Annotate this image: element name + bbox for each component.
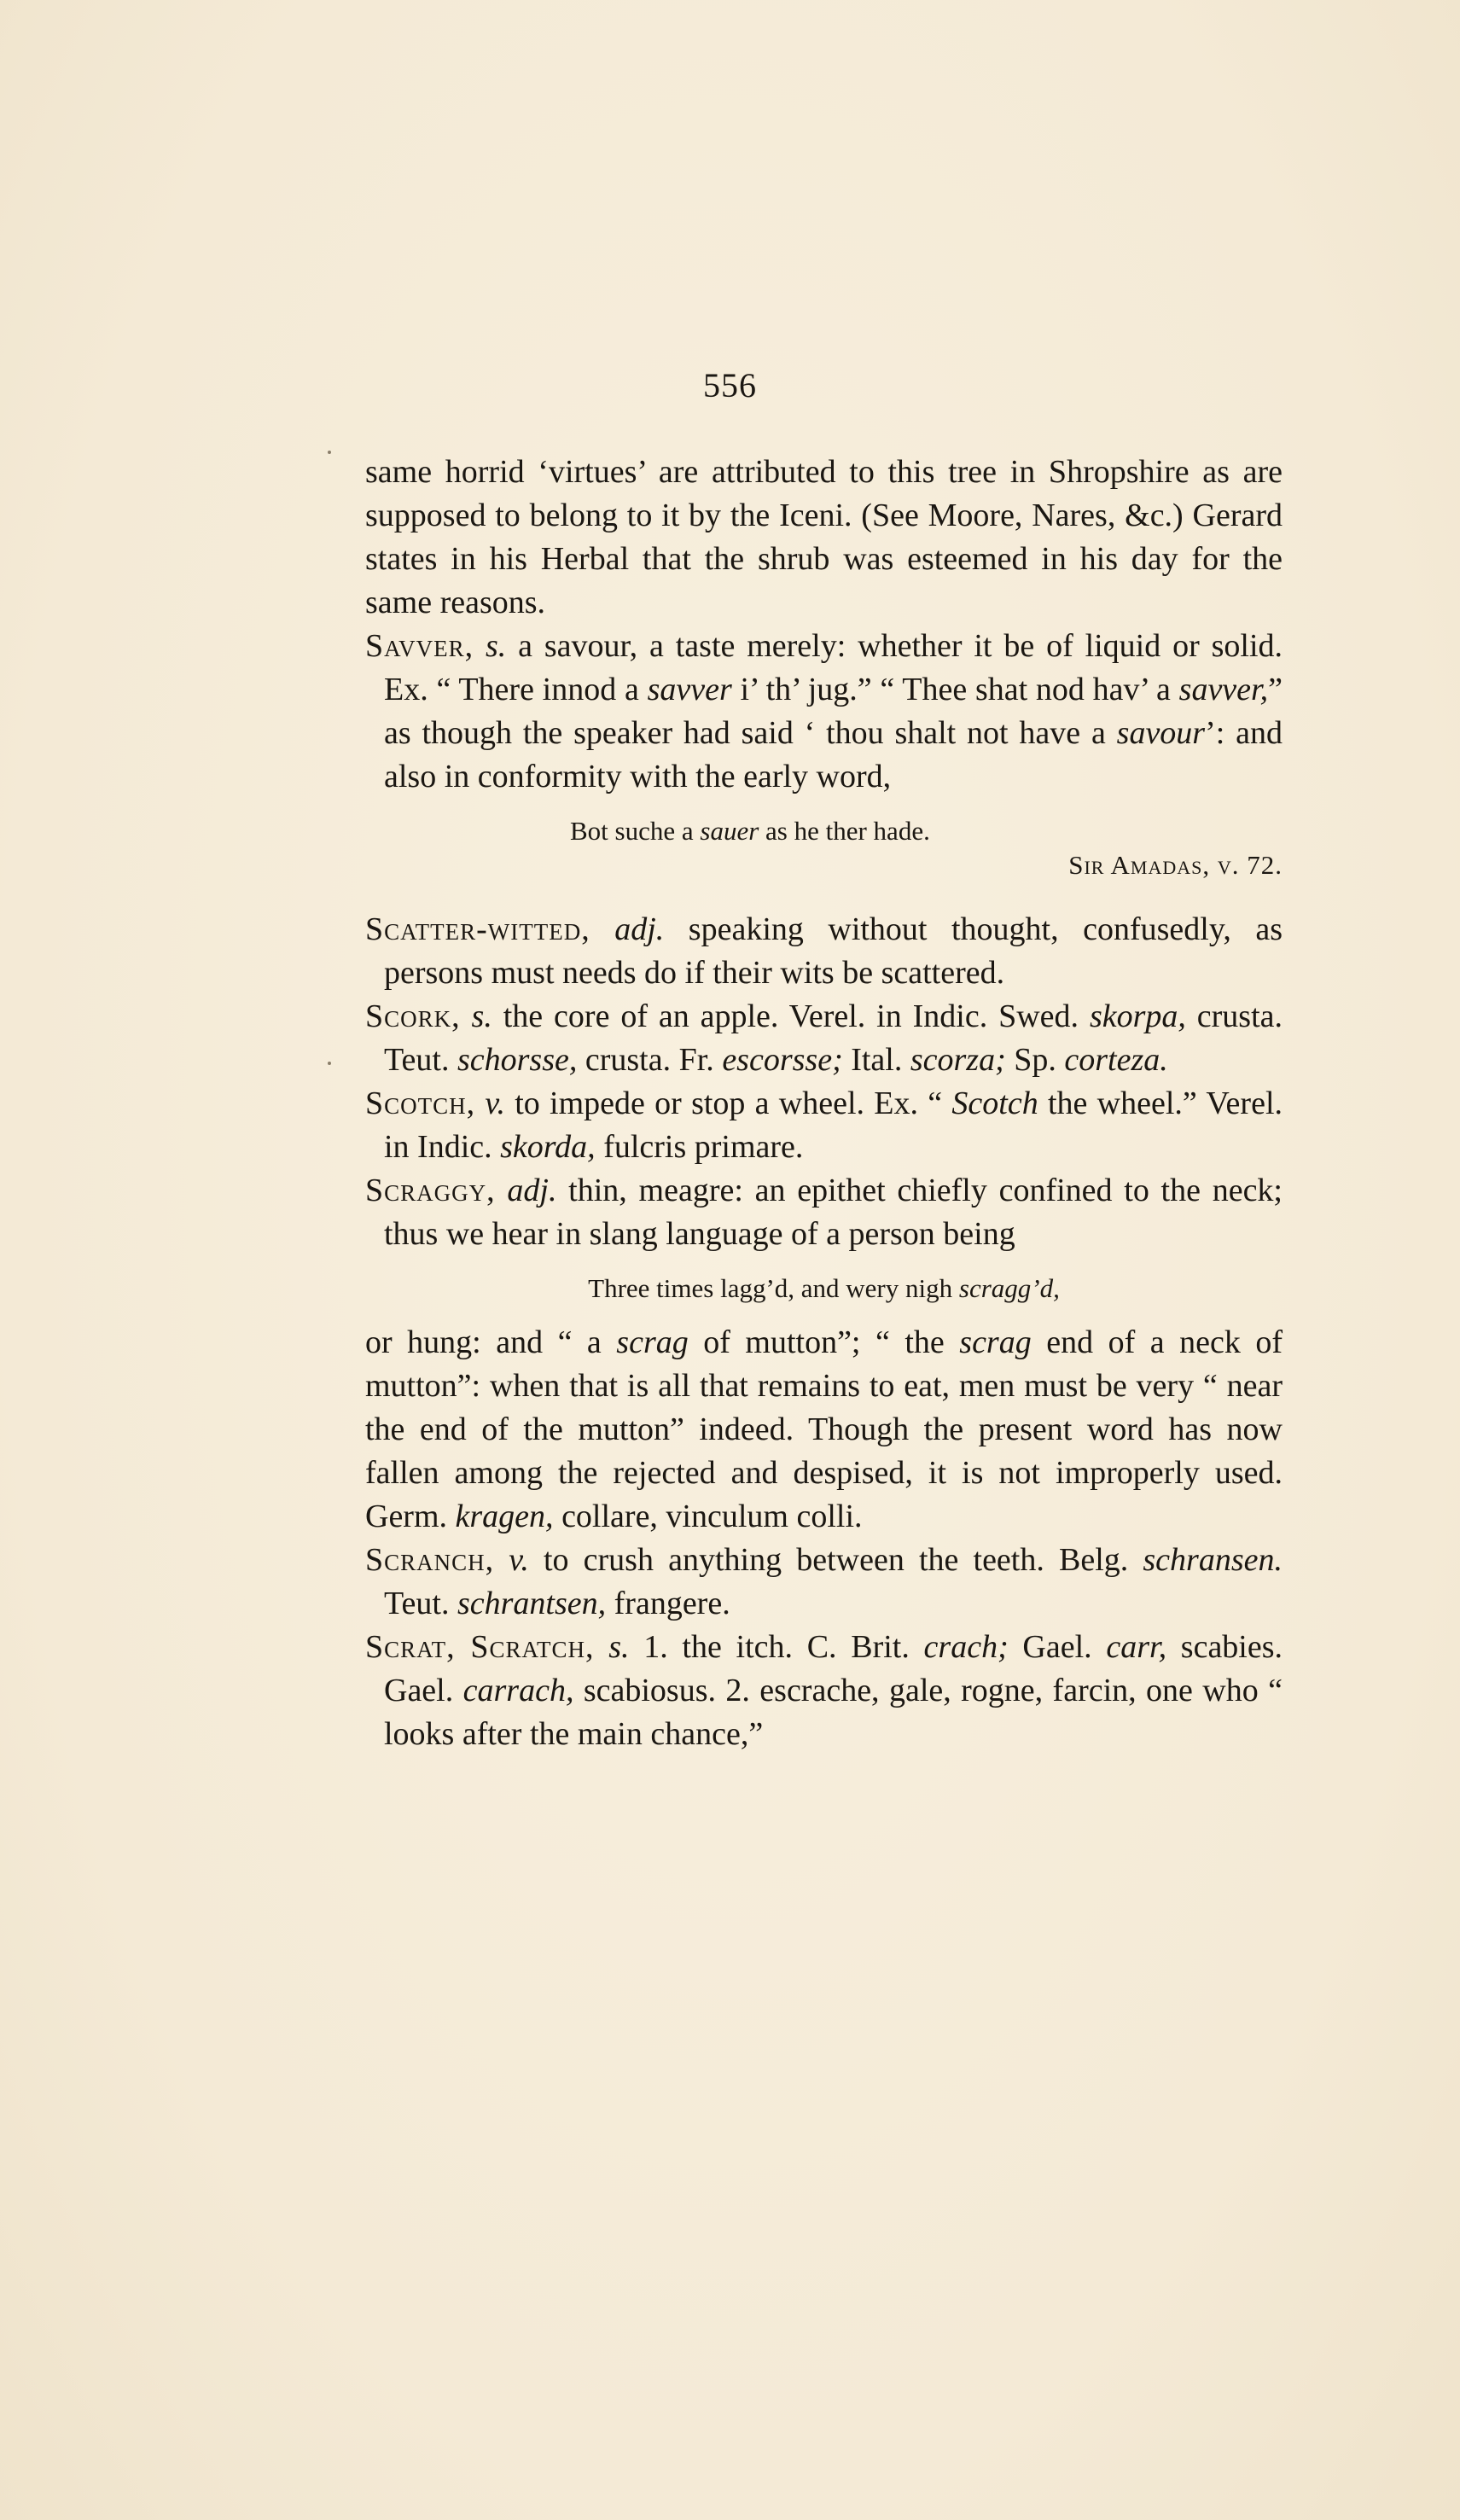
headword: Scrat, Scratch, [365,1629,595,1665]
entry-text: Ital. [842,1042,910,1078]
entry-text: speaking without thought, confusedly, as persons must needs do if their wits be scattered. [384,911,1283,991]
italic-term: carr, [1106,1629,1167,1665]
entry-text: ” as though the speaker had said ‘ thou shalt not have a [384,672,1283,751]
headword: Scork, [365,998,461,1034]
italic-term: schrantsen, [457,1586,607,1621]
entry-text: fulcris primare. [595,1129,804,1165]
entry-text: the core of an apple. Verel. in Indic. Swed. [492,998,1090,1034]
quotation-line [365,1272,1283,1306]
entry-text: Gael. [1008,1629,1107,1665]
entry-text: collare, vinculum colli. [553,1499,863,1534]
quote-text: Bot suche a [570,816,701,846]
margin-speck [328,451,331,454]
entry-scranch [365,1539,1283,1626]
italic-term: scragg’d, [958,1273,1060,1303]
headword: Scranch, [365,1542,495,1578]
italic-term: escorsse; [722,1042,843,1078]
italic-term: skorpa, [1089,998,1186,1034]
quote-text: as he ther hade. [759,816,930,846]
headword: Scotch, [365,1085,476,1121]
part-of-speech: adj. [614,911,665,947]
quote-text: Three times lagg’d, and wery nigh [588,1273,959,1303]
quotation-line [365,814,1283,848]
entry-scraggy [365,1169,1283,1256]
entry-text: i’ th’ jug.” “ Thee shat nod hav’ a [731,672,1179,707]
part-of-speech: s. [486,628,507,664]
entry-text: Sp. [1005,1042,1065,1078]
entry-text: the wheel.” Verel. in Indic. [384,1085,1283,1165]
headword: Scatter-witted, [365,911,590,947]
italic-term: kragen, [455,1499,554,1534]
continuation-paragraph: same horrid ‘virtues’ are attributed to this tree in Shropshire as are supposed to belong to it by the Iceni. (See Moore, Nares, &c.) Gerard states in his Herbal that the shrub was esteemed in his day for the same reasons. [365,454,1283,620]
entry-text: or hung: and “ a [365,1324,617,1360]
italic-term: sauer [700,816,759,846]
italic-term: scorza; [910,1042,1006,1078]
part-of-speech: v. [509,1542,529,1578]
italic-term: scrag [616,1324,689,1360]
entry-savver [365,625,1283,799]
entry-text: crusta. Teut. [384,998,1283,1078]
italic-term: savver [647,672,732,707]
italic-term: schransen. [1143,1542,1283,1578]
entry-text: to crush anything between the teeth. Belg. [528,1542,1143,1578]
entry-text: to impede or stop a wheel. Ex. “ [504,1085,952,1121]
headword: Savver, [365,628,474,664]
part-of-speech: v. [485,1085,505,1121]
entry-scotch [365,1082,1283,1169]
headword: Scraggy, [365,1173,496,1208]
italic-term: corteza. [1064,1042,1168,1078]
italic-term: crach; [923,1629,1009,1665]
italic-term: Scotch [951,1085,1038,1121]
italic-term: scrag [959,1324,1032,1360]
italic-term: schorsse, [457,1042,578,1078]
part-of-speech: s. [471,998,492,1034]
entry-text: scabiosus. 2. escrache, gale, rogne, farcin, one who “ looks after the main chance,” [384,1673,1283,1752]
entry-scatter-witted [365,908,1283,995]
entry-text: of mutton”; “ the [688,1324,960,1360]
margin-speck [328,1062,331,1065]
italic-term: skorda, [500,1129,596,1165]
entry-text: ’: and also in conformity with the early word, [384,715,1283,794]
part-of-speech: adj. [507,1173,557,1208]
entry-text: crusta. Fr. [577,1042,723,1078]
italic-term: savver, [1178,672,1269,707]
entry-text: 1. the itch. C. Brit. [629,1629,924,1665]
part-of-speech: s. [608,1629,630,1665]
continuation-paragraph [365,1321,1283,1539]
quotation-citation: Sir Amadas, v. 72. [1068,850,1283,880]
italic-term: savour [1116,715,1206,751]
entry-scrat [365,1626,1283,1756]
entry-text: scabies. Gael. [384,1629,1283,1708]
entry-text: end of a neck of mutton”: when that is all that remains to eat, men must be very “ near the end of the mutton” indeed. Though the present word has now fallen among the rejected and despised, it is not improperly used. Germ. [365,1324,1283,1534]
entry-text: thin, meagre: an epithet chiefly confined to the neck; thus we hear in slang language of a person being [384,1173,1283,1252]
entry-text: frangere. [606,1586,730,1621]
entry-scork [365,995,1283,1082]
page-number: 556 [703,366,757,404]
entry-text: Teut. [384,1586,457,1621]
dictionary-text [365,451,1283,1756]
italic-term: carrach, [462,1673,574,1708]
entry-text: a savour, a taste merely: whether it be of liquid or solid. Ex. “ There innod a [384,628,1283,707]
